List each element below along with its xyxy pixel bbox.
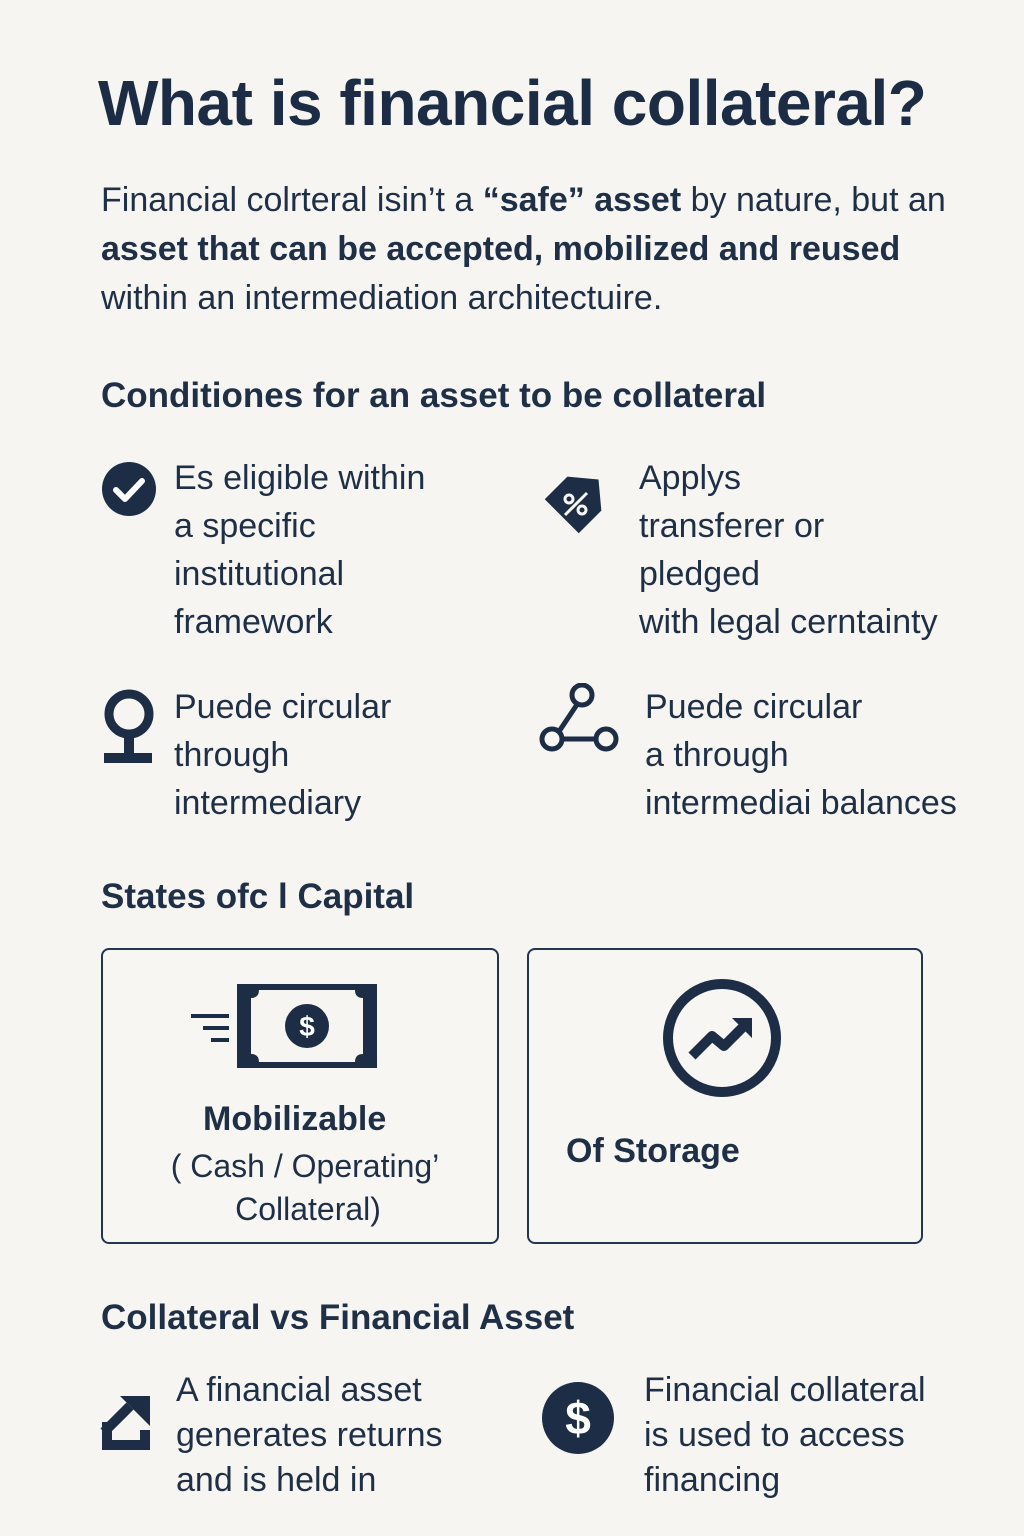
condition-line: pledged <box>639 555 761 593</box>
comparison-line: generates returns <box>176 1416 443 1454</box>
condition-line: institutional <box>174 555 345 593</box>
condition-line: intermediary <box>174 784 362 822</box>
conditions-heading: Conditiones for an asset to be collateral <box>101 376 767 415</box>
card-subtitle <box>155 1145 455 1231</box>
growth-circle-icon <box>660 976 784 1100</box>
card-title: Mobilizable <box>203 1100 387 1138</box>
condition-line: with legal cerntainty <box>639 603 938 641</box>
intro-emphasis: can be accepted, mobilized and reused <box>269 230 901 268</box>
comparison-heading: Collateral vs Financial Asset <box>101 1298 575 1337</box>
state-card-storage <box>527 948 923 1244</box>
comparison-item <box>540 1368 1010 1503</box>
condition-item <box>535 683 1005 827</box>
trend-arrow-icon <box>100 1382 154 1452</box>
condition-line: framework <box>174 603 333 641</box>
card-title: Of Storage <box>566 1132 740 1170</box>
condition-item <box>535 454 1005 646</box>
comparison-line: Financial collateral <box>644 1371 926 1409</box>
condition-line: Puede circular <box>645 688 863 726</box>
condition-text <box>174 454 425 646</box>
comparison-item <box>100 1368 520 1503</box>
comparison-line: financing <box>644 1461 781 1499</box>
dollar-circle-icon <box>540 1380 616 1456</box>
condition-line: Puede circular <box>174 688 392 726</box>
intro-paragraph <box>101 176 961 323</box>
condition-text <box>639 454 938 646</box>
moving-cash-icon <box>189 980 381 1072</box>
condition-line: through <box>174 736 290 774</box>
card-subtitle-line: ( Cash / Operating’ <box>170 1148 440 1184</box>
condition-line: a specific <box>174 507 316 545</box>
intro-emphasis: asset that <box>101 230 260 268</box>
intro-text: Financial colrteral isin’t a <box>101 181 483 219</box>
comparison-line: and is held in <box>176 1461 377 1499</box>
state-card-mobilizable <box>101 948 499 1244</box>
percent-tag-icon <box>535 454 621 546</box>
condition-item <box>100 683 520 827</box>
intro-emphasis: “safe” asset <box>482 181 682 219</box>
svg-text:$: $ <box>565 1392 591 1444</box>
intro-text: within an intermediation architectuire. <box>101 279 663 317</box>
condition-line: a through <box>645 736 789 774</box>
comparison-line: is used to access <box>644 1416 905 1454</box>
condition-text <box>174 683 391 827</box>
network-icon <box>535 683 619 757</box>
intro-text <box>260 230 269 268</box>
comparison-line: A financial asset <box>176 1371 422 1409</box>
check-circle-icon <box>100 460 158 518</box>
svg-text:$: $ <box>299 1011 315 1042</box>
condition-item <box>100 454 520 646</box>
comparison-text <box>644 1368 926 1503</box>
comparison-text <box>176 1368 443 1503</box>
condition-line: transferer or <box>639 507 825 545</box>
condition-line: intermediai balances <box>645 784 957 822</box>
intro-text: by nature, but an <box>681 181 946 219</box>
pin-icon <box>100 689 158 773</box>
card-subtitle-line: Collateral) <box>235 1191 381 1227</box>
condition-line: Applys <box>639 459 742 497</box>
condition-line: Es eligible within <box>174 459 426 497</box>
page-title: What is financial collateral? <box>98 67 927 139</box>
states-heading: States ofc l Capital <box>101 877 415 916</box>
condition-text <box>645 683 957 827</box>
